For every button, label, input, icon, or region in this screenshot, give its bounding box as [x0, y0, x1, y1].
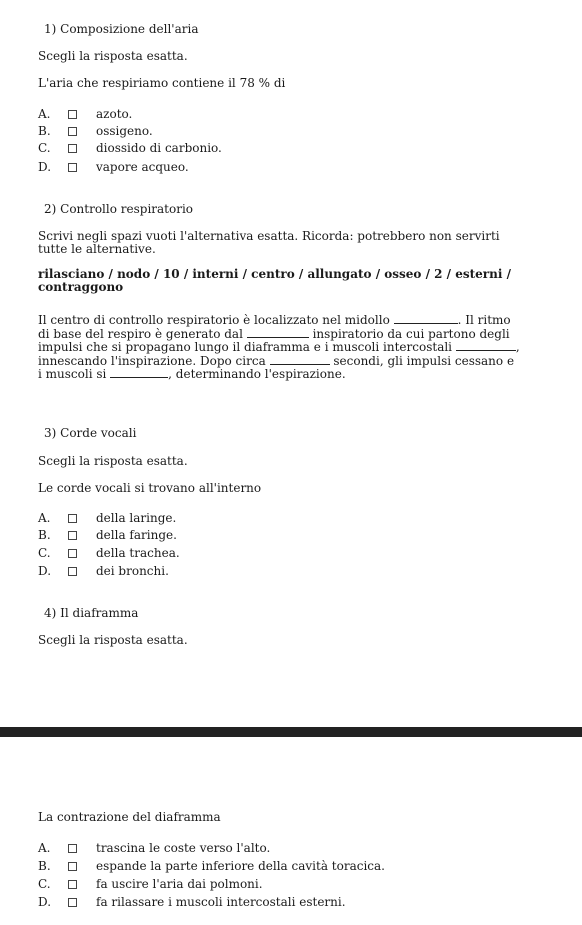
option-letter: C.: [38, 877, 51, 891]
q3-question: Le corde vocali si trovano all'interno: [38, 481, 262, 495]
q3-option-a[interactable]: [38, 510, 176, 526]
checkbox-icon[interactable]: [68, 567, 77, 576]
blank-field-2[interactable]: [247, 327, 309, 338]
checkbox-icon[interactable]: [68, 144, 77, 153]
q4-instruction: Scegli la risposta esatta.: [38, 633, 188, 647]
checkbox-icon[interactable]: [68, 163, 77, 172]
paragraph-text: inspiratorio da cui partono degli: [308, 326, 510, 341]
paragraph-text: i muscoli si: [38, 367, 111, 381]
checkbox-icon[interactable]: [68, 514, 77, 523]
checkbox-icon[interactable]: [68, 531, 77, 540]
paragraph-text: ,: [515, 340, 520, 354]
q4-option-b[interactable]: [38, 858, 385, 874]
paragraph-text: , determinando l'espirazione.: [168, 367, 346, 381]
paragraph-text: Il centro di controllo respiratorio è localizzato nel midollo: [38, 313, 394, 327]
blank-field-5[interactable]: [110, 367, 168, 378]
q2-instruction-line1: Scrivi negli spazi vuoti l'alternativa esatta. Ricorda: potrebbero non servirti: [38, 229, 500, 243]
option-text: vapore acqueo.: [96, 160, 189, 174]
checkbox-icon[interactable]: [68, 844, 77, 853]
option-letter: B.: [38, 528, 51, 542]
q1-option-d[interactable]: [38, 159, 189, 175]
blank-field-3[interactable]: [456, 340, 516, 351]
q1-title: 1) Composizione dell'aria: [44, 22, 199, 36]
checkbox-icon[interactable]: [68, 898, 77, 907]
q1-question: L'aria che respiriamo contiene il 78 % di: [38, 76, 286, 90]
q4-title: 4) Il diaframma: [44, 606, 139, 620]
option-text: dei bronchi.: [96, 564, 169, 578]
q4-option-a[interactable]: [38, 840, 270, 856]
paragraph-text: . Il ritmo: [457, 313, 511, 327]
q2-instruction: [38, 230, 550, 255]
option-text: della faringe.: [96, 528, 177, 542]
q2-fill-paragraph: [38, 313, 550, 381]
option-letter: C.: [38, 141, 51, 155]
paragraph-text: impulsi che si propagano lungo il diaframma e i muscoli intercostali: [38, 340, 456, 354]
option-text: della trachea.: [96, 546, 180, 560]
q3-option-b[interactable]: [38, 527, 177, 543]
option-text: ossigeno.: [96, 124, 153, 138]
option-text: espande la parte inferiore della cavità toracica.: [96, 859, 385, 873]
q2-instruction-line2: tutte le alternative.: [38, 241, 156, 256]
q2-words-line2: contraggono: [38, 279, 124, 294]
option-letter: B.: [38, 124, 51, 138]
q3-option-d[interactable]: [38, 563, 169, 579]
q1-option-c[interactable]: [38, 140, 222, 156]
checkbox-icon[interactable]: [68, 127, 77, 136]
q4-question: La contrazione del diaframma: [38, 810, 221, 824]
option-letter: A.: [38, 107, 51, 121]
option-text: della laringe.: [96, 511, 177, 525]
q4-option-d[interactable]: [38, 894, 346, 910]
blank-field-4[interactable]: [270, 354, 330, 365]
q2-words-line1: rilasciano / nodo / 10 / interni / centro / allungato / osseo / 2 / esterni /: [38, 267, 511, 281]
option-letter: A.: [38, 841, 51, 855]
q4-option-c[interactable]: [38, 876, 263, 892]
option-letter: D.: [38, 160, 52, 174]
q2-title: 2) Controllo respiratorio: [44, 202, 194, 216]
checkbox-icon[interactable]: [68, 880, 77, 889]
q1-instruction: Scegli la risposta esatta.: [38, 49, 188, 63]
q1-option-b[interactable]: [38, 123, 153, 139]
option-letter: C.: [38, 546, 51, 560]
option-text: fa uscire l'aria dai polmoni.: [96, 877, 263, 891]
option-letter: D.: [38, 564, 52, 578]
paragraph-text: di base del respiro è generato dal: [38, 326, 247, 341]
option-text: azoto.: [96, 107, 133, 121]
option-text: trascina le coste verso l'alto.: [96, 841, 271, 855]
page-divider: [0, 727, 582, 737]
q1-option-a[interactable]: [38, 106, 132, 122]
option-text: fa rilassare i muscoli intercostali esterni.: [96, 895, 346, 909]
option-text: diossido di carbonio.: [96, 141, 222, 155]
blank-field-1[interactable]: [394, 313, 458, 324]
option-letter: A.: [38, 511, 51, 525]
paragraph-text: innescando l'inspirazione. Dopo circa: [38, 353, 270, 368]
q3-option-c[interactable]: [38, 545, 180, 561]
checkbox-icon[interactable]: [68, 110, 77, 119]
checkbox-icon[interactable]: [68, 549, 77, 558]
q2-word-bank: [38, 268, 550, 293]
q3-instruction: Scegli la risposta esatta.: [38, 454, 188, 468]
paragraph-text: secondi, gli impulsi cessano e: [329, 353, 515, 368]
checkbox-icon[interactable]: [68, 862, 77, 871]
option-letter: D.: [38, 895, 52, 909]
option-letter: B.: [38, 859, 51, 873]
q3-title: 3) Corde vocali: [44, 426, 137, 440]
